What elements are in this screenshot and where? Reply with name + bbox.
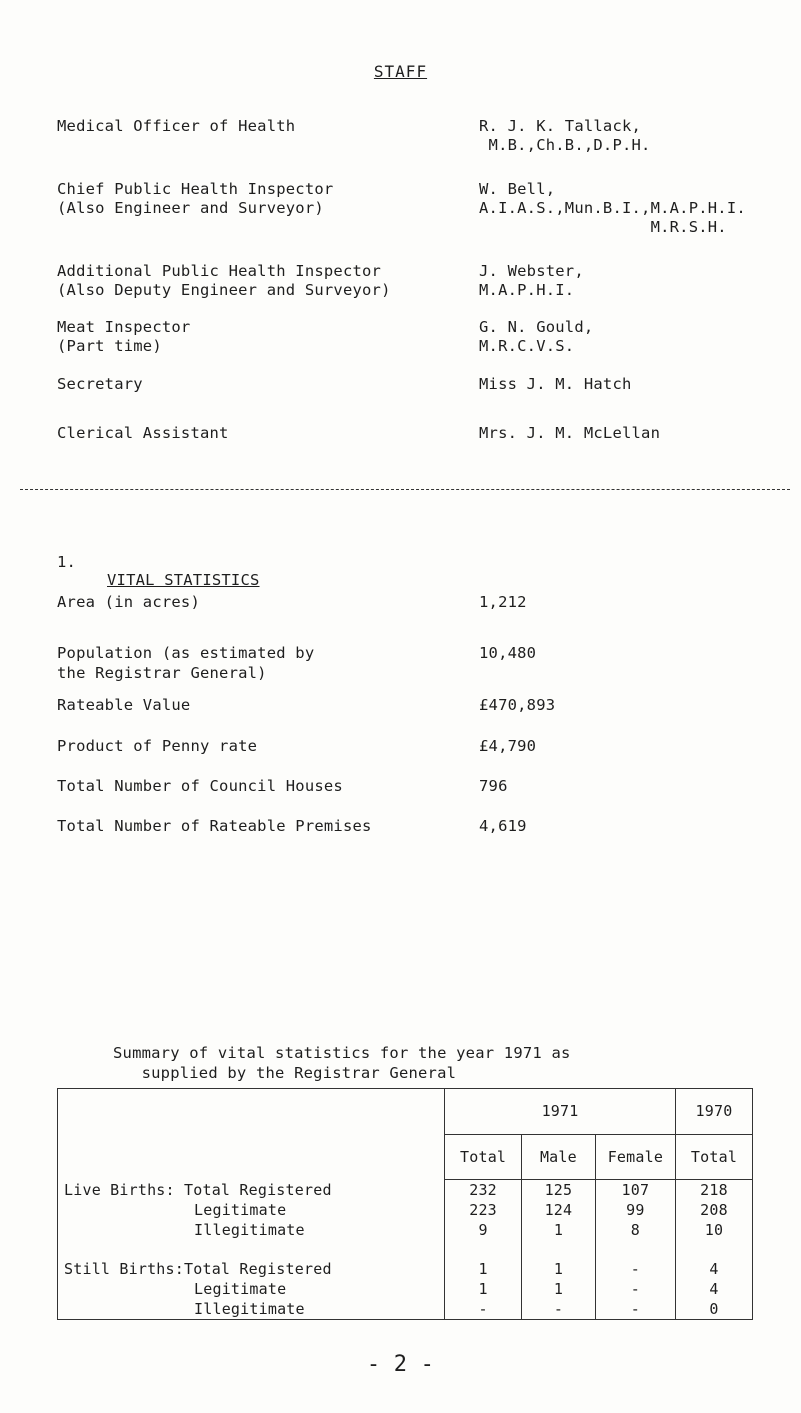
staff-name: Mrs. J. M. McLellan — [479, 424, 661, 442]
staff-name: W. Bell, A.I.A.S.,Mun.B.I.,M.A.P.H.I. M.R.S.H. — [479, 180, 746, 236]
cell-female: 99 — [595, 1200, 675, 1220]
cell-total-1970: 0 — [675, 1299, 752, 1320]
stat-value: 10,480 — [479, 644, 537, 662]
stat-value: £470,893 — [479, 696, 556, 714]
stat-label: Rateable Value — [57, 696, 191, 714]
table-row — [58, 1200, 753, 1220]
stat-label: Product of Penny rate — [57, 737, 258, 755]
vital-statistics-table — [57, 1088, 753, 1320]
section-number: 1. — [57, 553, 77, 571]
stat-label: Total Number of Council Houses — [57, 777, 343, 795]
staff-name: J. Webster, M.A.P.H.I. — [479, 262, 584, 299]
table-row — [58, 1279, 753, 1299]
cell-female: 107 — [595, 1180, 675, 1201]
header-year-1970: 1970 — [675, 1089, 752, 1135]
header-year-1971: 1971 — [445, 1089, 676, 1135]
table-row — [58, 1180, 753, 1201]
staff-role: Clerical Assistant — [57, 424, 229, 442]
cell-total-1970: 10 — [675, 1220, 752, 1240]
cell-female: - — [595, 1259, 675, 1279]
section-title: VITAL STATISTICS — [107, 571, 260, 589]
cell-female: 8 — [595, 1220, 675, 1240]
cell-total: 223 — [445, 1200, 522, 1220]
row-label: Illegitimate — [58, 1220, 445, 1240]
cell-total-1970: 4 — [675, 1279, 752, 1299]
row-label: Legitimate — [58, 1279, 445, 1299]
staff-name: G. N. Gould, M.R.C.V.S. — [479, 318, 594, 355]
row-label: Legitimate — [58, 1200, 445, 1220]
cell-male: 1 — [522, 1220, 596, 1240]
staff-role: Additional Public Health Inspector (Also Deputy Engineer and Surveyor) — [57, 262, 391, 299]
staff-role: Secretary — [57, 375, 143, 393]
stat-value: 4,619 — [479, 817, 527, 835]
header-total-1970: Total — [675, 1135, 752, 1180]
table-spacer — [58, 1240, 753, 1259]
stat-label: Population (as estimated by the Registrar General) — [57, 644, 315, 682]
cell-total: 1 — [445, 1259, 522, 1279]
stat-label: Area (in acres) — [57, 593, 200, 611]
staff-role: Meat Inspector (Part time) — [57, 318, 191, 355]
staff-role: Chief Public Health Inspector (Also Engineer and Surveyor) — [57, 180, 334, 217]
cell-total-1970: 4 — [675, 1259, 752, 1279]
cell-total: 232 — [445, 1180, 522, 1201]
page-title: STAFF — [373, 62, 428, 81]
cell-female: - — [595, 1279, 675, 1299]
table-row — [58, 1259, 753, 1279]
cell-male: 1 — [522, 1259, 596, 1279]
cell-total-1970: 208 — [675, 1200, 752, 1220]
cell-male: 124 — [522, 1200, 596, 1220]
staff-name: R. J. K. Tallack, M.B.,Ch.B.,D.P.H. — [479, 117, 651, 154]
row-label: Live Births: Total Registered — [58, 1180, 445, 1201]
cell-female: - — [595, 1299, 675, 1320]
row-label: Illegitimate — [58, 1299, 445, 1320]
cell-male: - — [522, 1299, 596, 1320]
section-heading — [57, 535, 260, 589]
cell-total-1970: 218 — [675, 1180, 752, 1201]
header-female: Female — [595, 1135, 675, 1180]
summary-caption: Summary of vital statistics for the year 1971 as supplied by the Registrar General — [113, 1044, 571, 1082]
stat-label: Total Number of Rateable Premises — [57, 817, 372, 835]
staff-role: Medical Officer of Health — [57, 117, 296, 135]
table-row — [58, 1220, 753, 1240]
cell-male: 1 — [522, 1279, 596, 1299]
stat-value: 1,212 — [479, 593, 527, 611]
page-number: - 2 - — [366, 1352, 435, 1377]
cell-total: 9 — [445, 1220, 522, 1240]
table-row — [58, 1299, 753, 1320]
cell-total: 1 — [445, 1279, 522, 1299]
table-corner — [58, 1089, 445, 1180]
cell-male: 125 — [522, 1180, 596, 1201]
stat-value: 796 — [479, 777, 508, 795]
header-total-1971: Total — [445, 1135, 522, 1180]
staff-name: Miss J. M. Hatch — [479, 375, 632, 393]
row-label: Still Births:Total Registered — [58, 1259, 445, 1279]
header-male: Male — [522, 1135, 596, 1180]
section-divider — [20, 489, 790, 490]
cell-total: - — [445, 1299, 522, 1320]
stat-value: £4,790 — [479, 737, 537, 755]
